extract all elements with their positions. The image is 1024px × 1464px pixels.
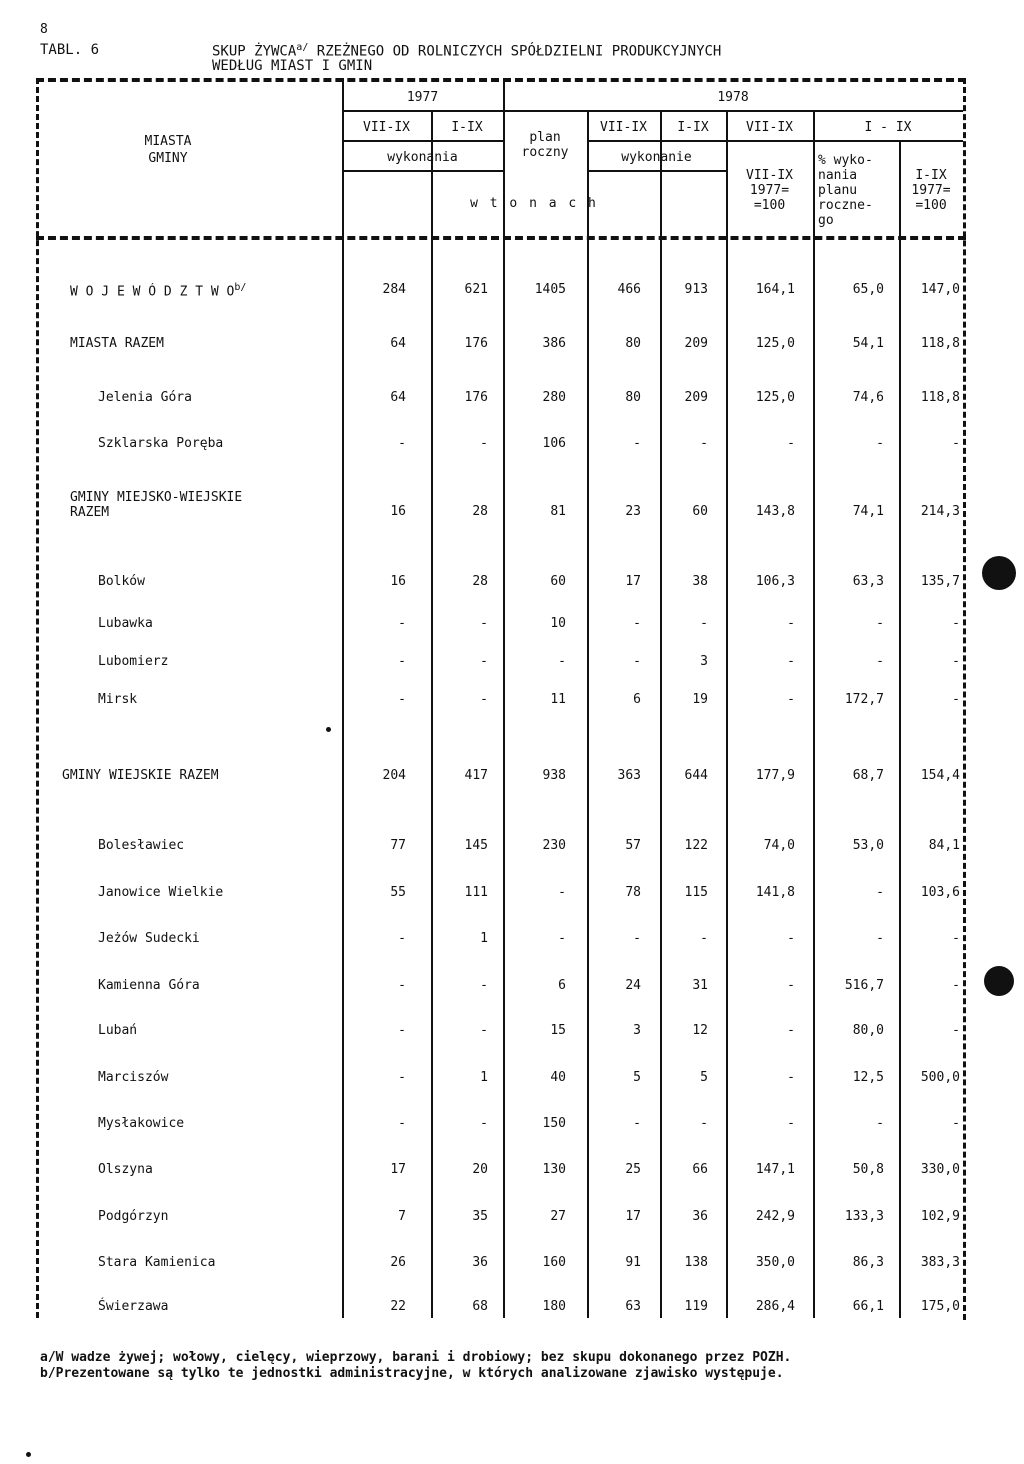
row-label [98,1070,168,1085]
table-cell: - [876,616,884,631]
table-cell: 363 [617,768,641,783]
table-cell: 417 [464,768,488,783]
table-cell: - [398,1023,406,1038]
column-rule [899,140,901,1318]
scan-dot [326,727,331,732]
year-1978-header: 1978 [717,90,749,105]
table-cell: 26 [390,1255,406,1270]
table-cell: 16 [390,574,406,589]
header-rule [587,170,726,172]
table-cell: - [480,1023,488,1038]
table-title-line-1 [212,42,721,60]
row-label [70,490,242,520]
table-cell: 86,3 [852,1255,884,1270]
row-label-text: Podgórzyn [98,1209,169,1224]
table-cell: 214,3 [920,504,960,519]
table-cell: - [700,616,708,631]
table-cell: 74,6 [852,390,884,405]
table-cell: 19 [692,692,708,707]
table-cell: 118,8 [920,336,960,351]
table-cell: 644 [684,768,708,783]
col-1978-i-ix: I-IX [677,120,709,135]
footnote-a: a/W wadze żywej; wołowy, cielęcy, wieprzowy, barani i drobiowy; bez skupu dokonanego przez POZH. [40,1350,792,1365]
table-cell: 91 [625,1255,641,1270]
table-cell: 74,0 [763,838,795,853]
table-cell: 172,7 [844,692,884,707]
table-cell: 1 [480,931,488,946]
table-cell: 38 [692,574,708,589]
row-label [98,1209,168,1224]
table-cell: 180 [542,1299,566,1314]
table-cell: - [558,885,566,900]
col7-sub-1: % wyko- [818,153,873,168]
header-rule [587,140,963,142]
table-cell: 3 [700,654,708,669]
table-cell: 111 [464,885,488,900]
table-cell: 284 [382,282,406,297]
table-label: TABL. 6 [40,42,100,58]
table-cell: 102,9 [920,1209,960,1224]
table-title-line-2: WEDŁUG MIAST I GMIN [212,58,373,74]
table-cell: - [952,978,960,993]
table-cell: 24 [625,978,641,993]
row-label-text: Szklarska Poręba [98,436,224,451]
row-label-line-2: RAZEM [70,505,110,520]
table-cell: 466 [617,282,641,297]
table-cell: 500,0 [920,1070,960,1085]
table-frame-right [963,78,966,1320]
col7-sub-3: planu [818,183,858,198]
row-label [98,616,153,631]
table-cell: 66,1 [852,1299,884,1314]
table-cell: - [787,616,795,631]
table-cell: - [952,436,960,451]
table-cell: 36 [472,1255,488,1270]
table-cell: 135,7 [920,574,960,589]
row-label-text: GMINY WIEJSKIE RAZEM [62,768,219,783]
table-cell: 133,3 [844,1209,884,1224]
row-label [70,282,246,299]
table-cell: 5 [633,1070,641,1085]
row-label-text: Janowice Wielkie [98,885,224,900]
row-label-text: Marciszów [98,1070,169,1085]
table-cell: 154,4 [920,768,960,783]
table-cell: 23 [625,504,641,519]
table-cell: - [876,436,884,451]
table-cell: 150 [542,1116,566,1131]
table-cell: 164,1 [755,282,795,297]
table-cell: 119 [684,1299,708,1314]
year-1977-header: 1977 [406,90,439,105]
table-cell: 60 [692,504,708,519]
table-cell: - [398,1116,406,1131]
row-label-text: Jelenia Góra [98,390,192,405]
table-cell: - [952,1116,960,1131]
table-cell: 350,0 [755,1255,795,1270]
table-cell: 103,6 [920,885,960,900]
table-cell: 55 [390,885,406,900]
table-cell: - [633,616,641,631]
table-cell: 286,4 [755,1299,795,1314]
header-rule [342,170,503,172]
table-cell: 81 [550,504,566,519]
units-label: w t o n a c h [470,196,598,211]
table-cell: - [633,436,641,451]
table-cell: - [787,654,795,669]
col6-sub-2: 1977= [749,183,790,198]
table-cell: - [700,931,708,946]
footnote-ref-a: a/ [296,42,309,53]
table-cell: 147,0 [920,282,960,297]
table-cell: 11 [550,692,566,707]
table-frame-top [36,78,966,82]
row-label-text: Mysłakowice [98,1116,185,1131]
table-cell: - [876,654,884,669]
table-cell: 3 [633,1023,641,1038]
table-cell: 77 [390,838,406,853]
table-cell: - [952,1023,960,1038]
table-cell: 106 [542,436,566,451]
table-frame-left [36,78,39,1318]
table-cell: 138 [684,1255,708,1270]
table-cell: 386 [542,336,566,351]
row-label-text: Olszyna [98,1162,153,1177]
table-cell: - [480,616,488,631]
table-cell: - [398,616,406,631]
table-cell: 280 [542,390,566,405]
table-cell: 25 [625,1162,641,1177]
table-cell: - [558,931,566,946]
table-cell: 1 [480,1070,488,1085]
row-label-text: Stara Kamienica [98,1255,216,1270]
table-cell: 230 [542,838,566,853]
table-cell: 122 [684,838,708,853]
table-cell: 118,8 [920,390,960,405]
table-cell: 78 [625,885,641,900]
table-cell: - [398,931,406,946]
col8-sub-2: 1977= [911,183,951,198]
header-rule [342,140,503,142]
table-cell: - [952,654,960,669]
table-cell: 125,0 [755,336,795,351]
row-label [98,1023,137,1038]
table-cell: 176 [464,390,488,405]
row-label [98,1162,153,1177]
table-cell: 204 [382,768,406,783]
table-cell: 176 [464,336,488,351]
table-cell: 16 [390,504,406,519]
table-cell: 160 [542,1255,566,1270]
table-cell: 143,8 [755,504,795,519]
table-cell: - [876,885,884,900]
ink-blot [982,556,1016,590]
row-label [98,1116,184,1131]
row-label [62,768,219,783]
row-label-text: Kamienna Góra [98,978,200,993]
table-cell: - [398,692,406,707]
table-cell: 28 [472,574,488,589]
table-cell: 53,0 [852,838,884,853]
table-cell: 54,1 [852,336,884,351]
wykonania-1977-label: wykonania [387,150,458,165]
table-cell: - [633,654,641,669]
table-cell: 175,0 [920,1299,960,1314]
col-1978-vii-ix: VII-IX [600,120,647,135]
table-cell: 40 [550,1070,566,1085]
table-cell: 36 [692,1209,708,1224]
table-cell: - [398,1070,406,1085]
table-cell: - [558,654,566,669]
table-cell: 74,1 [852,504,884,519]
ink-blot [984,966,1014,996]
table-cell: 5 [700,1070,708,1085]
col6-sub-1: VII-IX [746,168,793,183]
table-cell: 242,9 [755,1209,795,1224]
table-cell: 141,8 [755,885,795,900]
table-cell: 66 [692,1162,708,1177]
table-cell: 68 [472,1299,488,1314]
page-number: 8 [40,22,48,37]
col-plan-line1: plan [529,130,561,145]
row-label-text: Mirsk [98,692,138,707]
table-cell: - [700,436,708,451]
table-cell: - [952,692,960,707]
row-label [98,1299,168,1314]
table-cell: 17 [625,1209,641,1224]
row-label [98,574,145,589]
col8-sub-1: I-IX [915,168,947,183]
table-cell: 63,3 [852,574,884,589]
col-1978-i-ix-group: I - IX [864,120,912,135]
table-cell: - [876,1116,884,1131]
table-cell: 147,1 [755,1162,795,1177]
table-cell: 938 [542,768,566,783]
table-cell: 84,1 [928,838,960,853]
table-cell: - [952,616,960,631]
row-label-line-1: GMINY MIEJSKO-WIEJSKIE [70,490,243,505]
table-cell: - [787,436,795,451]
table-cell: 27 [550,1209,566,1224]
table-header-separator [36,236,966,240]
row-label [98,978,200,993]
table-title-text: SKUP ŻYWCA [212,43,297,60]
table-cell: 209 [684,390,708,405]
table-cell: 12 [692,1023,708,1038]
col-1977-vii-ix: VII-IX [363,120,410,135]
table-cell: 106,3 [755,574,795,589]
table-cell: 6 [633,692,641,707]
table-cell: 516,7 [844,978,884,993]
footnote-ref-b: b/ [234,282,247,293]
table-cell: 115 [684,885,708,900]
table-cell: 68,7 [852,768,884,783]
table-cell: 17 [625,574,641,589]
col6-sub-3: =100 [753,198,786,213]
table-cell: 621 [464,282,488,297]
table-cell: - [480,978,488,993]
row-label-text: Jeżów Sudecki [98,931,200,946]
col7-sub-4: roczne- [818,198,873,213]
wykonanie-1978-label: wykonanie [621,150,692,165]
header-rule [342,110,963,112]
table-cell: 1405 [534,282,566,297]
row-label-text: Bolesławiec [98,838,185,853]
table-cell: - [787,1116,795,1131]
footnote-b: b/Prezentowane są tylko te jednostki administracyjne, w których analizowane zjawisko występuje. [40,1366,784,1381]
table-cell: 330,0 [920,1162,960,1177]
table-cell: 177,9 [755,768,795,783]
row-label [98,390,192,405]
table-cell: 10 [550,616,566,631]
table-cell: 6 [558,978,566,993]
row-label [98,931,200,946]
table-cell: - [480,692,488,707]
table-cell: - [787,931,795,946]
table-cell: 913 [684,282,708,297]
row-label [70,336,164,351]
stub-header-gminy: GMINY [148,151,188,166]
table-cell: 20 [472,1162,488,1177]
table-cell: 28 [472,504,488,519]
table-cell: 145 [464,838,488,853]
table-cell: - [398,436,406,451]
row-label-text: Bolków [98,574,145,589]
table-cell: 125,0 [755,390,795,405]
table-cell: - [633,1116,641,1131]
row-label-text: W O J E W Ó D Z T W O [70,284,235,300]
table-title-text-rest: RZEŻNEGO OD ROLNICZYCH SPÓŁDZIELNI PRODUKCYJNYCH [308,43,722,60]
row-label-text: Lubawka [98,616,153,631]
table-cell: 130 [542,1162,566,1177]
col-plan-line2: roczny [521,145,569,160]
table-cell: 35 [472,1209,488,1224]
table-cell: 57 [625,838,641,853]
table-cell: 63 [625,1299,641,1314]
table-cell: - [633,931,641,946]
table-cell: 209 [684,336,708,351]
row-label [98,838,184,853]
table-cell: 31 [692,978,708,993]
table-cell: - [952,931,960,946]
stub-header-miasta: MIASTA [144,134,192,149]
table-cell: - [876,931,884,946]
table-cell: - [700,1116,708,1131]
col7-sub-2: nania [818,168,858,183]
table-cell: 80,0 [852,1023,884,1038]
table-cell: - [787,1023,795,1038]
table-cell: 64 [390,390,406,405]
col7-sub-5: go [818,213,834,228]
table-cell: 80 [625,336,641,351]
row-label [98,436,223,451]
table-cell: 12,5 [852,1070,884,1085]
row-label [98,692,137,707]
row-label-text: MIASTA RAZEM [70,336,164,351]
row-label [98,1255,215,1270]
table-cell: - [398,654,406,669]
table-cell: 64 [390,336,406,351]
table-cell: - [787,1070,795,1085]
col8-sub-3: =100 [915,198,947,213]
scan-dot [26,1452,31,1457]
table-cell: 80 [625,390,641,405]
table-cell: - [787,978,795,993]
table-cell: 50,8 [852,1162,884,1177]
row-label [98,654,168,669]
table-cell: 60 [550,574,566,589]
table-cell: - [480,1116,488,1131]
row-label [98,885,223,900]
table-cell: 15 [550,1023,566,1038]
row-label-text: Świerzawa [98,1299,169,1314]
table-cell: - [787,692,795,707]
table-cell: 17 [390,1162,406,1177]
table-cell: 22 [390,1299,406,1314]
table-cell: 383,3 [920,1255,960,1270]
table-cell: 7 [398,1209,406,1224]
table-cell: - [480,654,488,669]
col-1978-vii-ix-index: VII-IX [746,120,793,135]
table-cell: - [398,978,406,993]
row-label-text: Lubomierz [98,654,169,669]
table-cell: 65,0 [852,282,884,297]
col-1977-i-ix: I-IX [451,120,483,135]
table-cell: - [480,436,488,451]
row-label-text: Lubań [98,1023,138,1038]
